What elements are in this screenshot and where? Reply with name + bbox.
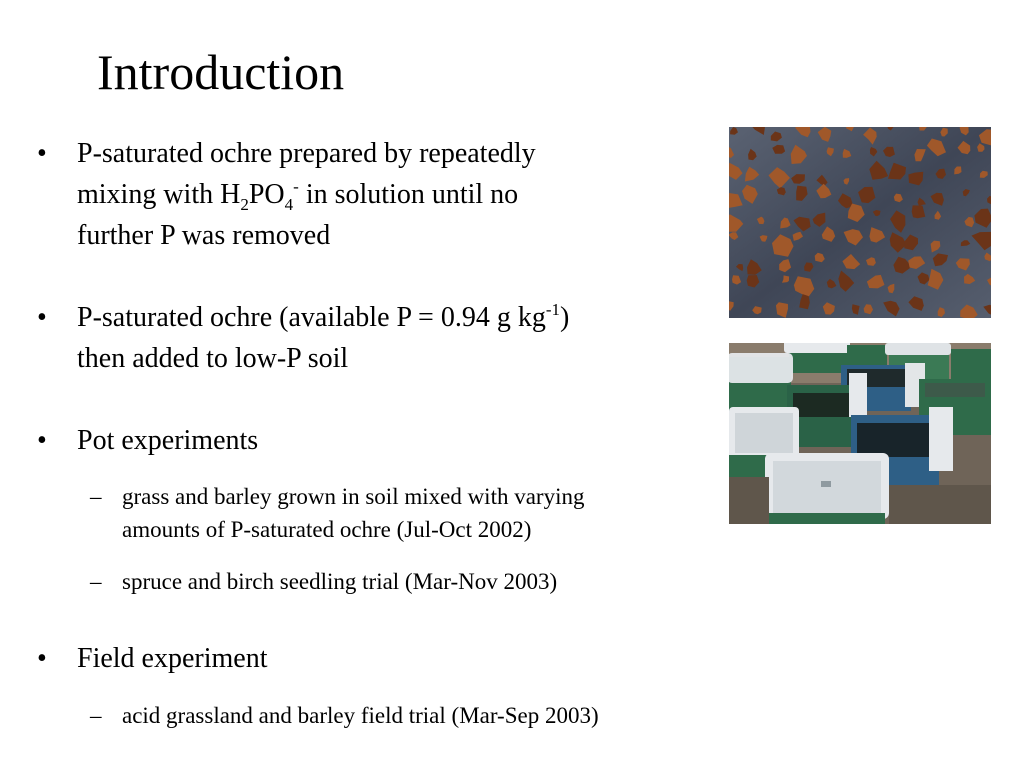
bullet-available-p xyxy=(37,297,717,379)
subitem-marker: – xyxy=(90,703,102,728)
bullet-text xyxy=(77,297,717,379)
bullet-marker: • xyxy=(37,643,47,674)
superscript: - xyxy=(293,177,299,196)
bullet-text: Field experiment xyxy=(77,643,268,674)
bullet-field-experiment xyxy=(37,638,717,679)
bullet-ochre-preparation xyxy=(37,133,717,256)
bullet-marker: • xyxy=(37,425,47,456)
bullet-text xyxy=(77,133,717,256)
subitem-marker: – xyxy=(90,484,102,509)
subitem-field-trial xyxy=(90,699,710,732)
bullet-line: mixing with H xyxy=(77,179,241,210)
pot-experiment-photo xyxy=(729,343,991,524)
bullet-line: ) xyxy=(560,302,570,333)
bullet-text: Pot experiments xyxy=(77,425,259,456)
subitem-text: acid grassland and barley field trial (Mar-Sep 2003) xyxy=(122,703,599,728)
subitem-line: grass and barley grown in soil mixed with varying xyxy=(122,484,585,509)
subscript: 2 xyxy=(240,195,249,214)
subitem-marker: – xyxy=(90,569,102,594)
bullet-line: in solution until no xyxy=(298,179,519,210)
bullet-line: then added to low-P soil xyxy=(77,343,349,374)
subscript: 4 xyxy=(284,195,294,214)
bullet-line: P-saturated ochre (available P = 0.94 g kg xyxy=(77,302,546,333)
subitem-text xyxy=(122,480,710,546)
subitem-spruce-birch xyxy=(90,565,710,598)
subitem-text: spruce and birch seedling trial (Mar-Nov 2003) xyxy=(122,569,558,594)
pot-boxes-image xyxy=(729,343,991,524)
ochre-lumps-photo xyxy=(729,127,991,318)
subitem-line: amounts of P-saturated ochre (Jul-Oct 2002) xyxy=(122,517,532,542)
bullet-line: P-saturated ochre prepared by repeatedly xyxy=(77,138,536,169)
formula-part: PO xyxy=(248,179,285,210)
bullet-line: further P was removed xyxy=(77,220,331,251)
ochre-lumps-image xyxy=(729,127,991,318)
slide-title: Introduction xyxy=(97,44,345,100)
superscript: -1 xyxy=(545,300,561,319)
bullet-pot-experiments xyxy=(37,420,717,461)
subitem-grass-barley xyxy=(90,480,710,546)
bullet-marker: • xyxy=(37,138,47,169)
bullet-marker: • xyxy=(37,302,47,333)
